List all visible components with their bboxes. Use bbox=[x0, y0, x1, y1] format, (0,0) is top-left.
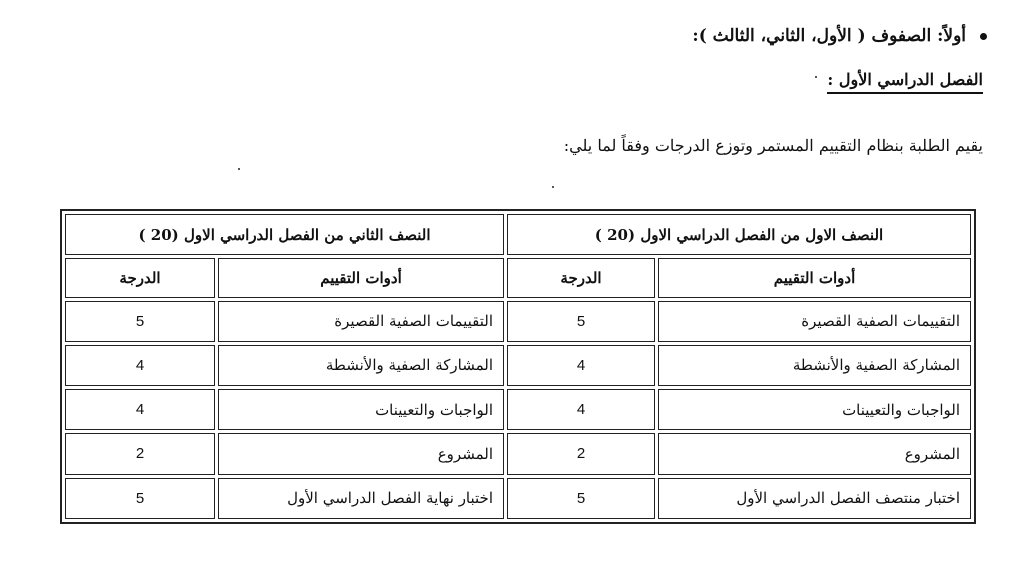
half1-tool-cell: اختبار منتصف الفصل الدراسي الأول bbox=[658, 478, 971, 519]
table-row bbox=[65, 478, 971, 519]
half1-score-header: الدرجة bbox=[507, 258, 655, 297]
half1-tool-cell: التقييمات الصفية القصيرة bbox=[658, 301, 971, 342]
half2-score-cell: 2 bbox=[65, 433, 215, 474]
half1-score-cell: 5 bbox=[507, 301, 655, 342]
half2-score-header: الدرجة bbox=[65, 258, 215, 297]
scan-speck-1 bbox=[238, 168, 240, 170]
scan-speck-3 bbox=[815, 76, 817, 78]
half1-score-cell: 2 bbox=[507, 433, 655, 474]
intro-paragraph: يقيم الطلبة بنظام التقييم المستمر وتوزع الدرجات وفقاً لما يلي: bbox=[563, 136, 983, 155]
table-row bbox=[65, 345, 971, 386]
half2-tool-cell: التقييمات الصفية القصيرة bbox=[218, 301, 504, 342]
grades-table bbox=[60, 209, 976, 524]
half2-tool-cell: المشروع bbox=[218, 433, 504, 474]
column-header-row bbox=[65, 258, 971, 297]
half2-tools-header: أدوات التقييم bbox=[218, 258, 504, 297]
half1-score-cell: 5 bbox=[507, 478, 655, 519]
semester-title: الفصل الدراسي الأول : bbox=[827, 70, 983, 94]
half1-tools-header: أدوات التقييم bbox=[658, 258, 971, 297]
half1-tool-cell: المشروع bbox=[658, 433, 971, 474]
half1-title: النصف الاول من الفصل الدراسي الاول (20 ) bbox=[507, 214, 971, 255]
half2-score-cell: 4 bbox=[65, 389, 215, 430]
section-heading bbox=[692, 26, 987, 46]
half2-score-cell: 5 bbox=[65, 478, 215, 519]
table-header-row bbox=[65, 214, 971, 255]
table-row bbox=[65, 433, 971, 474]
half1-score-cell: 4 bbox=[507, 345, 655, 386]
scan-speck-2 bbox=[552, 186, 554, 188]
half1-score-cell: 4 bbox=[507, 389, 655, 430]
half2-tool-cell: الواجبات والتعيينات bbox=[218, 389, 504, 430]
half2-score-cell: 5 bbox=[65, 301, 215, 342]
half1-tool-cell: الواجبات والتعيينات bbox=[658, 389, 971, 430]
half2-tool-cell: المشاركة الصفية والأنشطة bbox=[218, 345, 504, 386]
table-row bbox=[65, 301, 971, 342]
half1-tool-cell: المشاركة الصفية والأنشطة bbox=[658, 345, 971, 386]
table-row bbox=[65, 389, 971, 430]
half2-score-cell: 4 bbox=[65, 345, 215, 386]
bullet-icon bbox=[980, 33, 987, 40]
half2-title: النصف الثاني من الفصل الدراسي الاول (20 ) bbox=[65, 214, 504, 255]
half2-tool-cell: اختبار نهاية الفصل الدراسي الأول bbox=[218, 478, 504, 519]
section-heading-text: أولاً: الصفوف ( الأول، الثاني، الثالث ): bbox=[692, 26, 966, 46]
